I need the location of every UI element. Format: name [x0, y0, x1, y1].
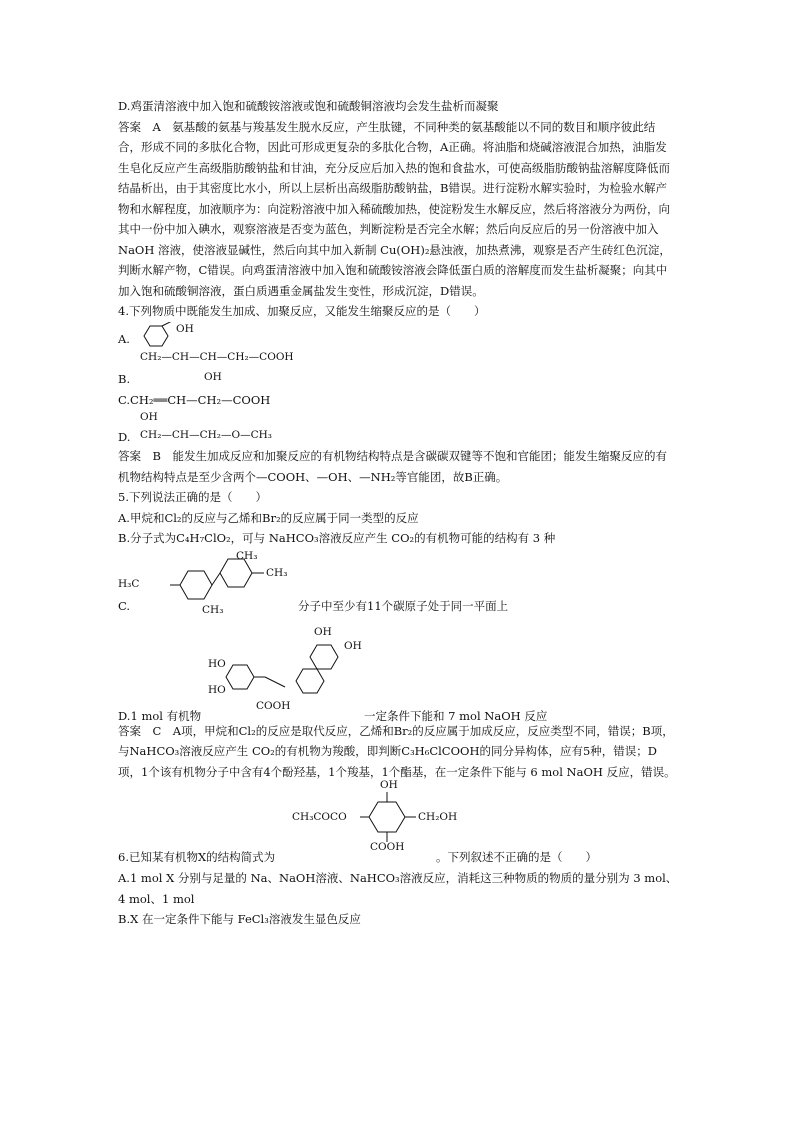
q6-pre: 6.已知某有机物X的结构简式为 [118, 850, 276, 864]
option-a-label: A. [118, 331, 130, 346]
q6-option-b: B.X 在一定条件下能与 FeCl₃溶液发生显色反应 [118, 912, 361, 926]
answer-5: 答案 C A项，甲烷和Cl₂的反应是取代反应，乙烯和Br₂的反应属于加成反应，反应类型不同，错误；B项，与NaHCO₃溶液反应产生 CO₂的有机物为羧酸，即判断C₃H₆ClCOOH的同分异构体，应有5种，错误；D项，1个该有机物分子中含有4个酚羟基，1个羧基，1个酯基，在一定条件下能与 6 mol NaOH 反应，错误。 [118, 723, 676, 779]
q6-stem [118, 779, 678, 868]
option-b-label: B. [118, 371, 131, 386]
ho-1: HO [208, 657, 226, 670]
ch3-bottom: CH₃ [202, 603, 224, 616]
q4-option-d [118, 410, 678, 446]
x-oh: OH [380, 779, 398, 791]
q6-option-a: A.1 mol X 分别与足量的 Na、NaOH溶液、NaHCO₃溶液反应，消耗这三种物质的物质的量分别为 3 mol、4 mol、1 mol [118, 871, 678, 906]
q4-option-b [118, 350, 678, 390]
question-5: 5.下列说法正确的是（ ） [118, 490, 267, 504]
option-d-post: 一定条件下能和 7 mol NaOH 反应 [364, 708, 548, 723]
answer-3: 答案 A 氨基酸的氨基与羧基发生脱水反应，产生肽键，不同种类的氨基酸能以不同的数目和顺序彼此结合，形成不同的多肽化合物，因此可形成更复杂的多肽化合物，A正确。将油脂和烧碱溶液混合加热，油脂发生皂化反应产生高级脂肪酸钠盐和甘油，充分反应后加入热的饱和食盐水，可使高级脂肪酸钠盐溶解度降低而结晶析出，由于其密度比水小，所以上层析出高级脂肪酸钠盐，B错误。进行淀粉水解实验时，为检验水解产物和水解程度，加液顺序为：向淀粉溶液中加入稀硫酸加热，使淀粉发生水解反应，然后将溶液分为两份，向其中一份中加入碘水，观察溶液是否变为蓝色，判断淀粉是否完全水解；然后向反应后的另一份溶液中加入 NaOH 溶液，使溶液显碱性，然后向其中加入新制 Cu(OH)₂悬浊液，加热煮沸，观察是否产生砖红色沉淀，判断水解产物，C错误。向鸡蛋清溶液中加入饱和硫酸铵溶液会降低蛋白质的溶解度而发生盐析凝聚；向其中加入饱和硫酸铜溶液，蛋白质遇重金属盐发生变性，形成沉淀，D错误。 [118, 119, 671, 298]
q4-option-a [118, 322, 678, 350]
document-page [118, 96, 678, 930]
h3c-left: H₃C [118, 577, 140, 590]
x-cooh: COOH [370, 841, 405, 853]
q5-option-b: B.分子式为C₄H₇ClO₂，可与 NaHCO₃溶液反应产生 CO₂的有机物可能的结构有 3 种 [118, 531, 556, 545]
coumarin-structure [213, 621, 383, 711]
oh-label: OH [176, 322, 194, 335]
q5-option-d [118, 621, 678, 721]
q6-post: 。下列叙述不正确的是（ ） [436, 850, 597, 864]
q3-option-d: D.鸡蛋清溶液中加入饱和硫酸铵溶液或饱和硫酸铜溶液均会发生盐析而凝聚 [118, 99, 499, 113]
b-chain: CH₂—CH—CH—CH₂—COOH [140, 350, 294, 363]
oh-2: OH [344, 639, 362, 652]
biphenyl-structure [148, 549, 318, 619]
ho-2: HO [208, 683, 226, 696]
d-oh: OH [140, 411, 158, 423]
q5-option-c [118, 549, 678, 621]
answer-4: 答案 B 能发生加成反应和加聚反应的有机物结构特点是含碳碳双键等不饱和官能团；能发生缩聚反应的有机物结构特点是至少含两个—COOH、—OH、—NH₂等官能团，故B正确。 [118, 449, 667, 484]
oh-1: OH [314, 625, 332, 638]
b-oh: OH [204, 370, 222, 383]
x-ch3coo: CH₃COCO [292, 811, 347, 823]
q4-option-c: C.CH₂══CH—CH₂—COOH [118, 392, 271, 407]
ch3-right: CH₃ [266, 566, 288, 579]
option-d-pre: D.1 mol 有机物 [118, 708, 202, 723]
option-c-text: 分子中至少有11个碳原子处于同一平面上 [298, 598, 509, 613]
ch3-top: CH₃ [236, 549, 258, 562]
x-ch2oh: CH₂OH [418, 811, 458, 823]
q5-option-a: A.甲烷和Cl₂的反应与乙烯和Br₂的反应属于同一类型的反应 [118, 510, 419, 525]
option-c-label: C. [118, 598, 131, 613]
cooh: COOH [256, 699, 291, 712]
d-chain: CH₂—CH—CH₂—O—CH₃ [140, 429, 272, 441]
option-d-label: D. [118, 430, 131, 444]
question-4: 4.下列物质中既能发生加成、加聚反应，又能发生缩聚反应的是（ ） [118, 304, 486, 318]
